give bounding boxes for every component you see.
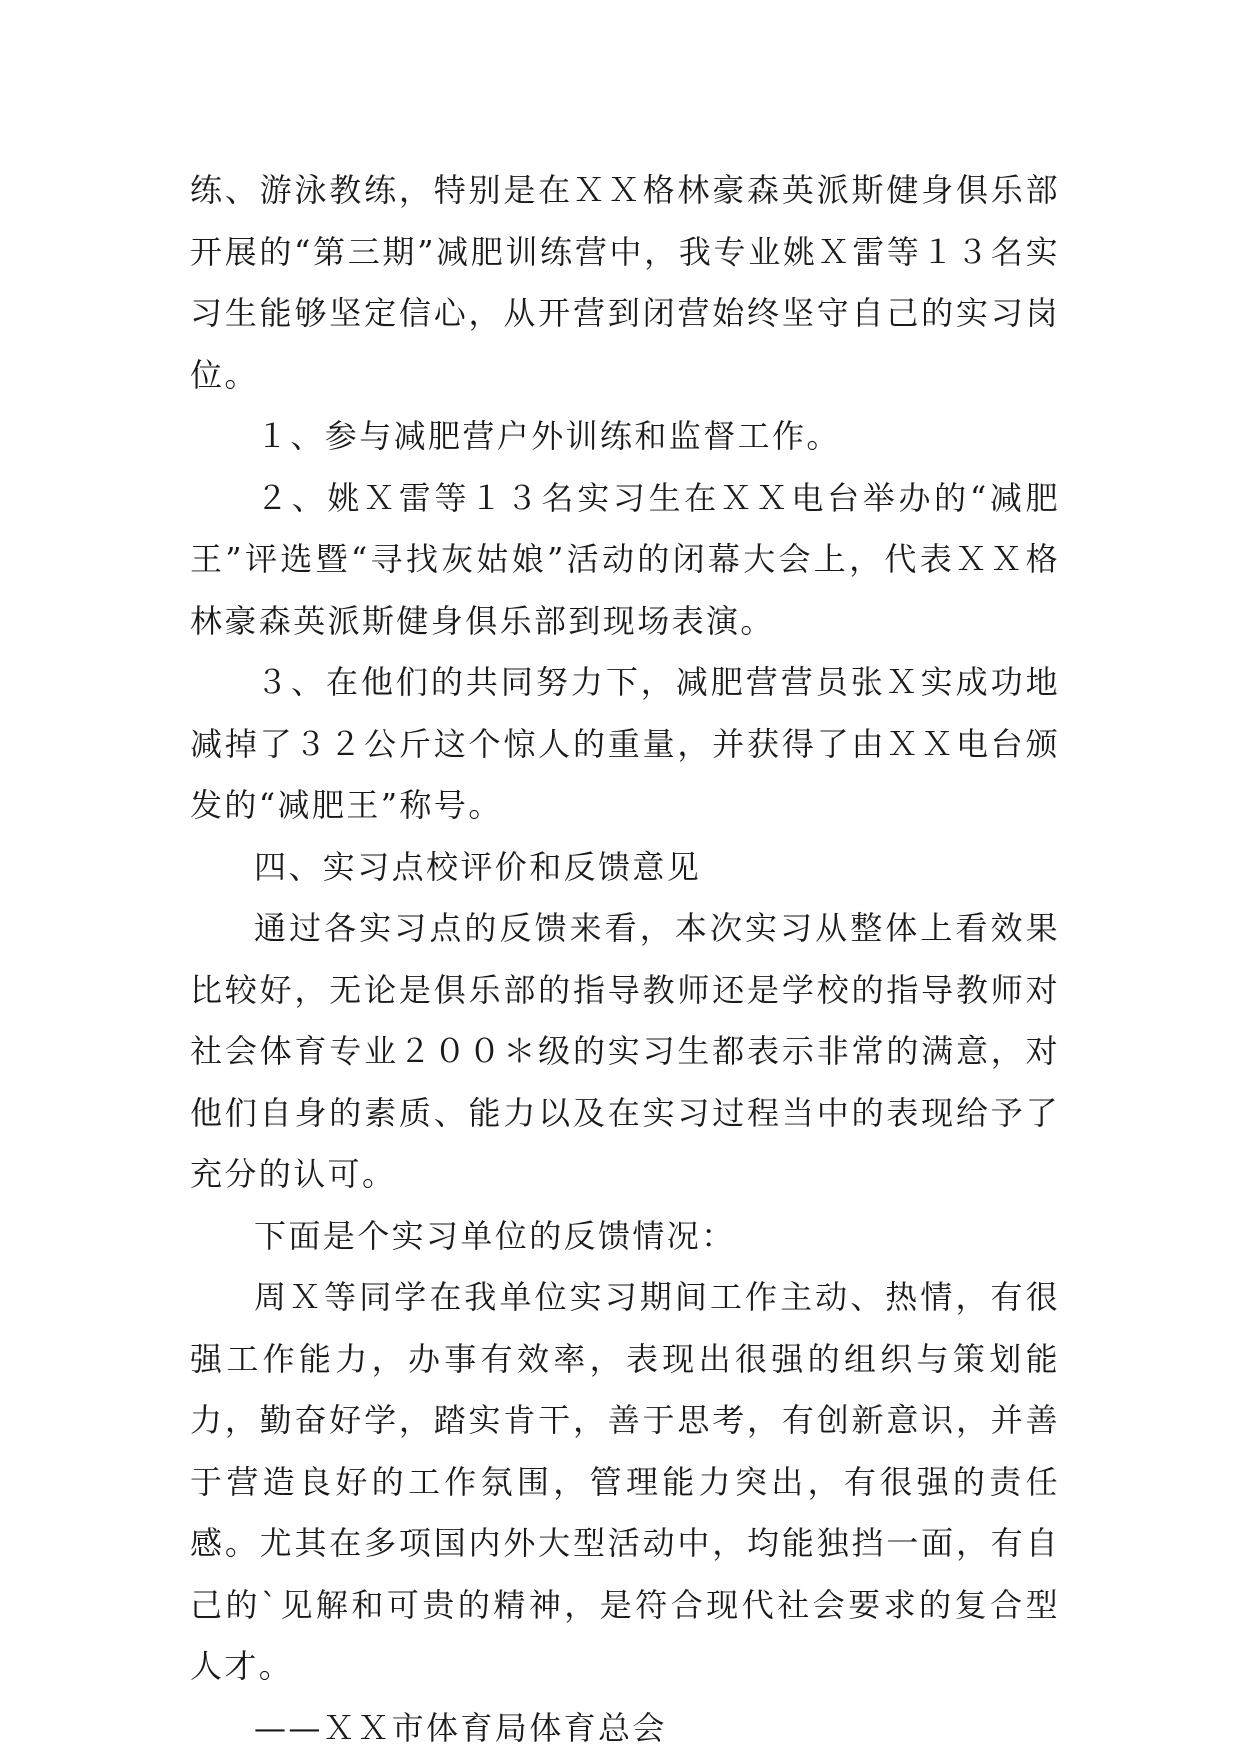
quote-attribution: ——ＸＸ市体育局体育总会 [190, 1698, 1060, 1759]
paragraph-feedback-summary: 通过各实习点的反馈来看，本次实习从整体上看效果比较好，无论是俱乐部的指导教师还是学校的指导教师对社会体育专业２００＊级的实习生都表示非常的满意，对他们自身的素质、能力以及在实习过程当中的表现给予了充分的认可。 [190, 898, 1060, 1206]
list-item-1: １、参与减肥营户外训练和监督工作。 [190, 406, 1060, 468]
list-item-2: ２、姚Ｘ雷等１３名实习生在ＸＸ电台举办的“减肥王”评选暨“寻找灰姑娘”活动的闭幕大会上，代表ＸＸ格林豪森英派斯健身俱乐部到现场表演。 [190, 468, 1060, 653]
section-heading: 四、实习点校评价和反馈意见 [190, 837, 1060, 899]
list-item-3: ３、在他们的共同努力下，减肥营营员张Ｘ实成功地减掉了３２公斤这个惊人的重量，并获得了由ＸＸ电台颁发的“减肥王”称号。 [190, 652, 1060, 837]
paragraph-feedback-intro: 下面是个实习单位的反馈情况： [190, 1206, 1060, 1268]
paragraph-feedback-quote: 周Ｘ等同学在我单位实习期间工作主动、热情，有很强工作能力，办事有效率，表现出很强的组织与策划能力，勤奋好学，踏实肯干，善于思考，有创新意识，并善于营造良好的工作氛围，管理能力突出，有很强的责任感。尤其在多项国内外大型活动中，均能独挡一面，有自己的`见解和可贵的精神，是符合现代社会要求的复合型人才。 [190, 1267, 1060, 1698]
paragraph-continuation: 练、游泳教练，特别是在ＸＸ格林豪森英派斯健身俱乐部开展的“第三期”减肥训练营中，我专业姚Ｘ雷等１３名实习生能够坚定信心，从开营到闭营始终坚守自己的实习岗位。 [190, 160, 1060, 406]
document-body [190, 160, 1060, 1759]
